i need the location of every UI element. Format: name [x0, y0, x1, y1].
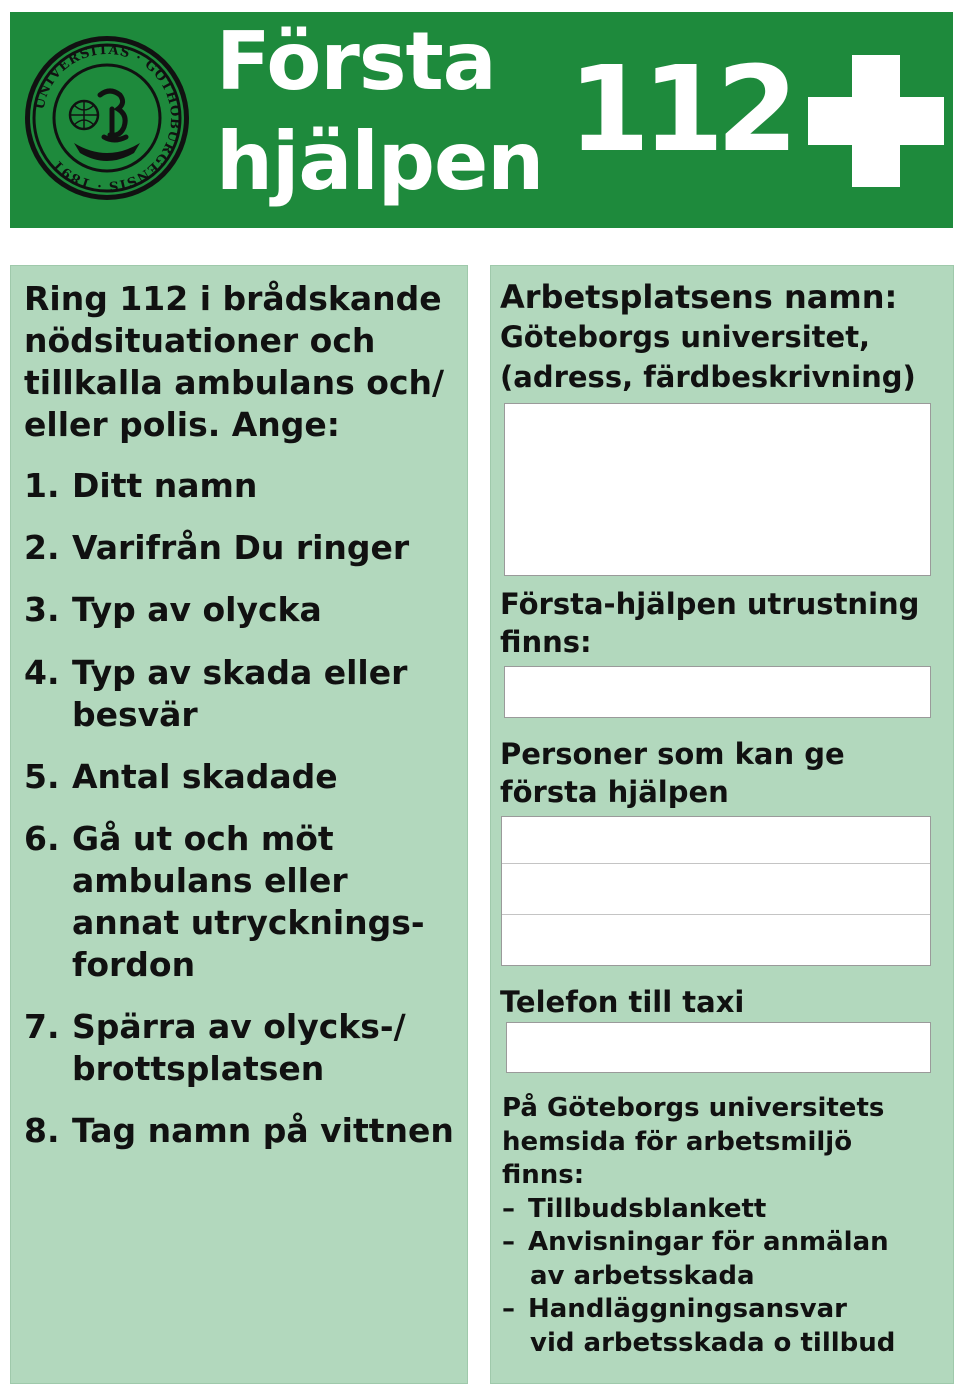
intro-line: Ring 112 i brådskande	[24, 279, 442, 318]
equipment-label-1: Första-hjälpen utrustning	[500, 587, 920, 621]
list-item	[24, 652, 407, 736]
list-text: Spärra av olycks-/	[72, 1007, 406, 1046]
list-item	[24, 465, 257, 507]
list-number: 2.	[24, 528, 60, 567]
intro-line: tillkalla ambulans och/	[24, 363, 445, 402]
list-number: 5.	[24, 757, 60, 796]
workplace-sub-2: (adress, färdbeskrivning)	[500, 360, 916, 394]
first-aid-cross-icon	[808, 55, 944, 187]
person-row-3[interactable]	[501, 914, 931, 965]
workplace-label: Arbetsplatsens namn:	[500, 278, 898, 316]
header-banner	[10, 12, 953, 228]
list-text: Ditt namn	[72, 466, 258, 505]
list-number: 7.	[24, 1007, 60, 1046]
title-line-2: hjälpen	[216, 115, 544, 208]
dash: –	[502, 1193, 515, 1224]
info-line: finns:	[502, 1160, 585, 1190]
info-line: hemsida för arbetsmiljö	[502, 1126, 853, 1157]
list-item	[24, 527, 409, 569]
list-text: Typ av olycka	[72, 590, 322, 629]
title-line-1: Första	[216, 15, 496, 108]
dash: –	[502, 1294, 515, 1324]
bullet-text: Anvisningar för anmälan	[528, 1227, 889, 1257]
list-text: annat utrycknings-	[72, 903, 425, 942]
list-item	[502, 1226, 895, 1293]
workplace-input[interactable]	[504, 403, 931, 576]
bullet-text: Tillbudsblankett	[528, 1193, 767, 1224]
taxi-phone-input[interactable]	[506, 1022, 931, 1073]
list-item	[24, 1006, 406, 1090]
list-text: Varifrån Du ringer	[72, 528, 410, 567]
intro-text	[24, 278, 444, 446]
person-row-1[interactable]	[501, 816, 931, 863]
list-number: 4.	[24, 653, 60, 692]
intro-line: nödsituationer och	[24, 321, 376, 360]
list-number: 8.	[24, 1111, 60, 1150]
persons-label-1: Personer som kan ge	[500, 737, 845, 771]
taxi-label: Telefon till taxi	[500, 985, 745, 1019]
list-number: 1.	[24, 466, 60, 505]
list-number: 3.	[24, 590, 60, 629]
list-text: brottsplatsen	[72, 1049, 325, 1088]
list-text: Gå ut och möt	[72, 819, 334, 858]
list-item	[24, 1110, 454, 1152]
list-text: Tag namn på vittnen	[72, 1111, 454, 1150]
equipment-input[interactable]	[504, 666, 931, 718]
list-number: 6.	[24, 819, 60, 858]
bullet-text: Handläggningsansvar	[528, 1294, 847, 1324]
emergency-number: 112	[568, 40, 791, 178]
intro-line: eller polis. Ange:	[24, 405, 340, 444]
list-text: besvär	[72, 695, 198, 734]
equipment-label-2: finns:	[500, 625, 592, 659]
person-row-2[interactable]	[501, 863, 931, 914]
list-text: Antal skadade	[72, 757, 338, 796]
list-item	[24, 756, 338, 798]
persons-label-2: första hjälpen	[500, 775, 729, 809]
list-item	[502, 1293, 895, 1360]
info-block	[502, 1092, 895, 1360]
bullet-text: vid arbetsskada o tillbud	[530, 1327, 896, 1358]
bullet-text: av arbetsskada	[530, 1260, 755, 1291]
list-item	[24, 589, 322, 631]
list-text: Typ av skada eller	[72, 653, 408, 692]
list-text: fordon	[72, 945, 196, 984]
workplace-sub-1: Göteborgs universitet,	[500, 320, 871, 354]
info-line: På Göteborgs universitets	[502, 1093, 885, 1123]
list-item	[24, 818, 425, 986]
list-text: ambulans eller	[72, 861, 348, 900]
dash: –	[502, 1227, 515, 1257]
university-seal-icon	[24, 35, 190, 201]
list-item	[502, 1193, 895, 1227]
seal-text: UNIVERSITAS · GOTHOBURGENSIS · 1891	[32, 42, 183, 194]
